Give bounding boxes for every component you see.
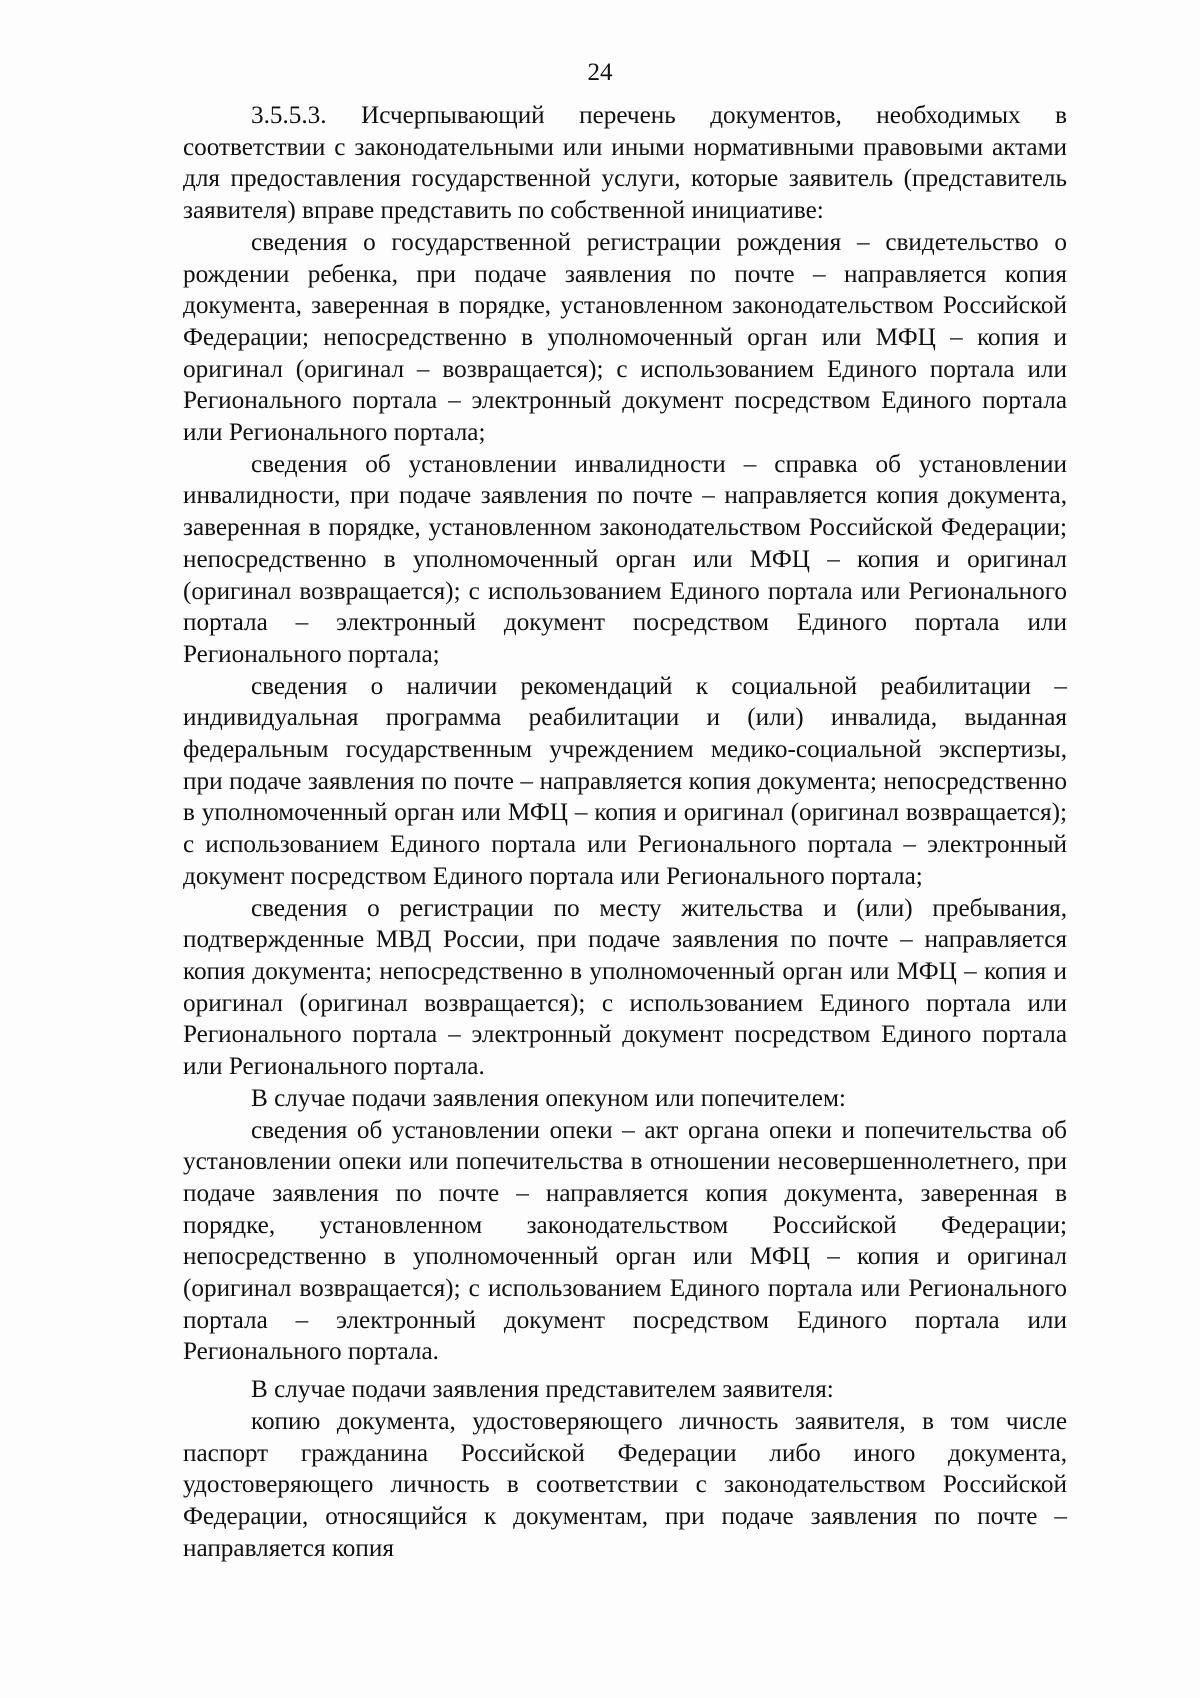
paragraph-rehabilitation: сведения о наличии рекомендаций к социальной реабилитации – индивидуальная программа реабилитации и (или) инвалида, выданная федеральным государственным учреждением медико-социальной экспертизы, при подаче заявления по почте – направляется копия документа; непосредственно в уполномоченный орган или МФЦ – копия и оригинал (оригинал возвращается); с использованием Единого портала или Регионального портала – электронный документ посредством Единого портала или Регионального портала; [183, 672, 1067, 890]
paragraph-disability: сведения об установлении инвалидности – справка об установлении инвалидности, при подаче заявления по почте – направляется копия документа, заверенная в порядке, установленном законодательством Российской Федерации; непосредственно в уполномоченный орган или МФЦ – копия и оригинал (оригинал возвращается); с использованием Единого портала или Регионального портала – электронный документ посредством Единого портала или Регионального портала; [183, 450, 1067, 668]
paragraph-residence-registration: сведения о регистрации по месту жительства и (или) пребывания, подтвержденные МВД России, при подаче заявления по почте – направляется копия документа; непосредственно в уполномоченный орган или МФЦ – копия и оригинал (оригинал возвращается); с использованием Единого портала или Регионального портала – электронный документ посредством Единого портала или Регионального портала. [183, 894, 1067, 1081]
paragraph-birth-registration: сведения о государственной регистрации рождения – свидетельство о рождении ребенка, при подаче заявления по почте – направляется копия документа, заверенная в порядке, установленном законодательством Российской Федерации; непосредственно в уполномоченный орган или МФЦ – копия и оригинал (оригинал – возвращается); с использованием Единого портала или Регионального портала – электронный документ посредством Единого портала или Регионального портала; [183, 228, 1067, 447]
paragraph-guardian-case: В случае подачи заявления опекуном или попечителем: [251, 1084, 846, 1112]
paragraph-representative-case: В случае подачи заявления представителем заявителя: [251, 1376, 834, 1404]
document-body [183, 100, 1067, 1564]
paragraph-guardianship-act: сведения об установлении опеки – акт органа опеки и попечительства об установлении опеки или попечительства в отношении несовершеннолетнего, при подаче заявления по почте – направляется копия документа, заверенная в порядке, установленном законодательством Российской Федерации; непосредственно в уполномоченный орган или МФЦ – копия и оригинал (оригинал возвращается); с использованием Единого портала или Регионального портала – электронный документ посредством Единого портала или Регионального портала. [183, 1116, 1067, 1366]
page-number: 24 [587, 59, 613, 86]
paragraph-identity-document: копию документа, удостоверяющего личность заявителя, в том числе паспорт гражданина Российской Федерации либо иного документа, удостоверяющего личность в соответствии с законодательством Российской Федерации, относящийся к документам, при подаче заявления по почте – направляется копия [183, 1407, 1067, 1562]
paragraph-section-3-5-5-3: 3.5.5.3. Исчерпывающий перечень документов, необходимых в соответствии с законодательными или иными нормативными правовыми актами для предоставления государственной услуги, которые заявитель (представитель заявителя) вправе представить по собственной инициативе: [183, 102, 1067, 225]
